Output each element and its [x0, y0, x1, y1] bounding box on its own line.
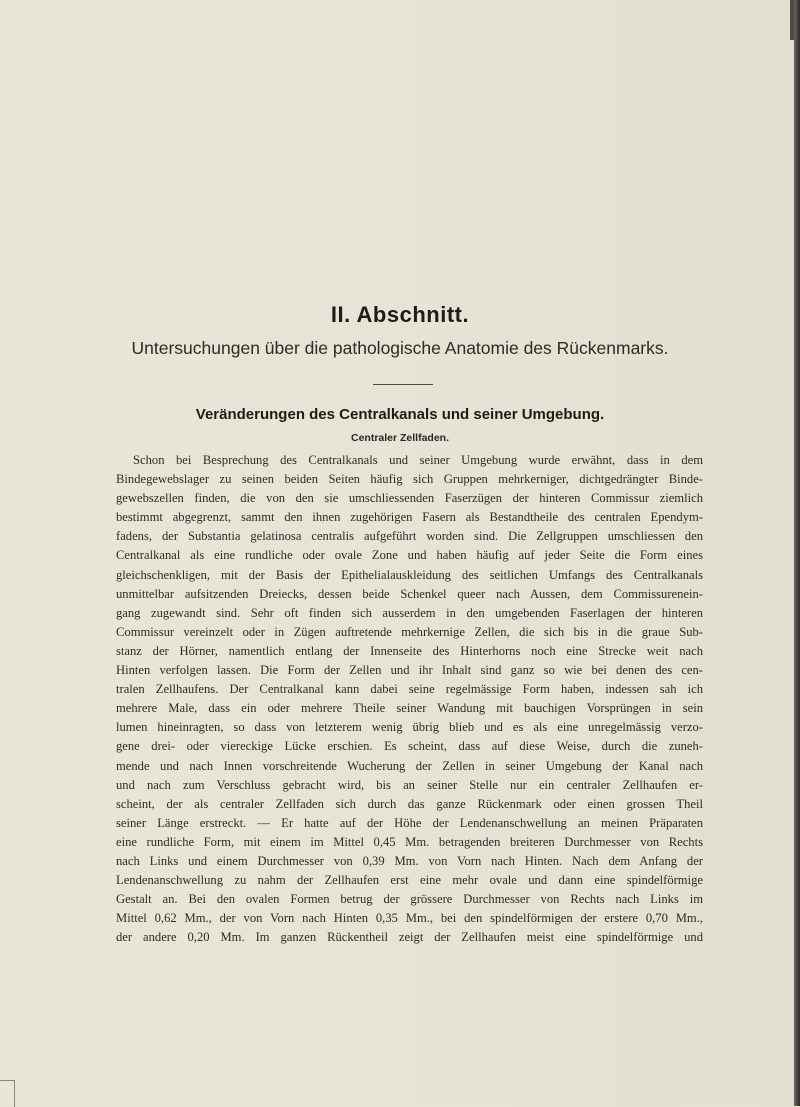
text-line: nach Links und einem Durchmesser von 0,39 Mm. von Vorn nach Hinten. Nach dem Anfang der: [116, 853, 703, 868]
text-line: Bindegewebslager zu seinen beiden Seiten häufig sich Gruppen mehrkerniger, dichtgedrängter Binde-: [116, 472, 703, 487]
text-line: bestimmt abgegrenzt, sammt den ihnen zugehörigen Fasern als Bestandtheile des centralen Ependym-: [116, 510, 703, 525]
section-subtitle: Untersuchungen über die pathologische Anatomie des Rückenmarks.: [131, 338, 669, 358]
text-line: Gestalt an. Bei den ovalen Formen betrug der grössere Durchmesser von Rechts nach Links im: [116, 892, 703, 907]
text-line: lumen hineinragten, so dass von letzterem wenig übrig blieb und es als eine unregelmässig verzo-: [116, 720, 703, 735]
text-line: unmittelbar aufsitzenden Dreiecks, dessen beide Schenkel queer nach Aussen, dem Commissurenein-: [116, 586, 703, 601]
text-line: Commissur vereinzelt oder in Zügen auftretende mehrkernige Zellen, die sich bis in die graue Sub-: [116, 624, 703, 639]
text-line: eine rundliche Form, mit einem im Mittel 0,45 Mm. betragenden breiteren Durchmesser von Rechts: [116, 834, 703, 849]
section-number: II. Abschnitt.: [330, 302, 470, 327]
text-line: seiner Länge erstreckt. — Er hatte auf der Höhe der Lendenanschwellung an meinen Präparaten: [116, 815, 703, 830]
text-line: tralen Zellhaufens. Der Centralkanal kann dabei seine regelmässige Form haben, indessen sah ich: [116, 682, 703, 697]
body-text: [116, 451, 703, 947]
text-line: scheint, der als centraler Zellfaden sich durch das ganze Rückenmark oder einen grossen Theil: [116, 796, 703, 811]
page-corner-mark: [0, 1080, 15, 1107]
text-line: fadens, der Substantia gelatinosa centralis aufgeführt worden sind. Die Zellgruppen umschliessen den: [116, 529, 703, 544]
title-divider: [373, 384, 433, 385]
chapter-heading: Veränderungen des Centralkanals und seiner Umgebung.: [195, 406, 605, 423]
text-line: mehrere Male, dass ein oder mehrere Theile seiner Wandung mit bauchigen Vorsprüngen in sein: [116, 701, 703, 716]
text-line: stanz der Hörner, namentlich entlang der Innenseite des Hinterhorns noch eine Strecke weit nach: [116, 643, 703, 658]
text-line: und nach zum Verschluss gebracht wird, bis an seiner Stelle nur ein centraler Zellhaufen er-: [116, 777, 703, 792]
text-line: Lendenanschwellung zu nahm der Zellhaufen erst eine mehr ovale und dann eine spindelförmige: [116, 873, 703, 888]
subsection-heading: Centraler Zellfaden.: [350, 432, 450, 444]
text-line: Centralkanal als eine rundliche oder ovale Zone und haben häufig auf jeder Seite die Form eines: [116, 548, 703, 563]
text-line: gleichschenkligen, mit der Basis der Epithelialauskleidung des seitlichen Umfangs des Centralkanals: [116, 567, 703, 582]
text-line: Schon bei Besprechung des Centralkanals und seiner Umgebung wurde erwähnt, dass in dem: [133, 453, 703, 467]
text-line: gang zugewandt sind. Sehr oft finden sich ausserdem in den umgebenden Faserlagen der hinteren: [116, 605, 703, 620]
page-edge-shadow: [794, 0, 800, 1106]
text-line: gewebszellen finden, die von den sie umschliessenden Faserzügen der hinteren Commissur ziemlich: [116, 491, 703, 506]
text-line: gene drei- oder viereckige Lücke erschien. Es scheint, dass auf diese Weise, durch die zuneh-: [116, 739, 703, 754]
text-line: Hinten verfolgen lassen. Die Form der Zellen und ihr Inhalt sind ganz so wie bei denen des cen-: [116, 663, 703, 678]
text-line: der andere 0,20 Mm. Im ganzen Rückentheil zeigt der Zellhaufen meist eine spindelförmige und: [116, 930, 703, 945]
page-edge-mark: [790, 0, 794, 40]
text-line: mende und nach Innen vorschreitende Wucherung der Zellen in seiner Umgebung der Kanal nach: [116, 758, 703, 773]
text-line: Mittel 0,62 Mm., der von Vorn nach Hinten 0,35 Mm., bei den spindelförmigen der erstere 0,70 Mm.,: [116, 911, 703, 926]
